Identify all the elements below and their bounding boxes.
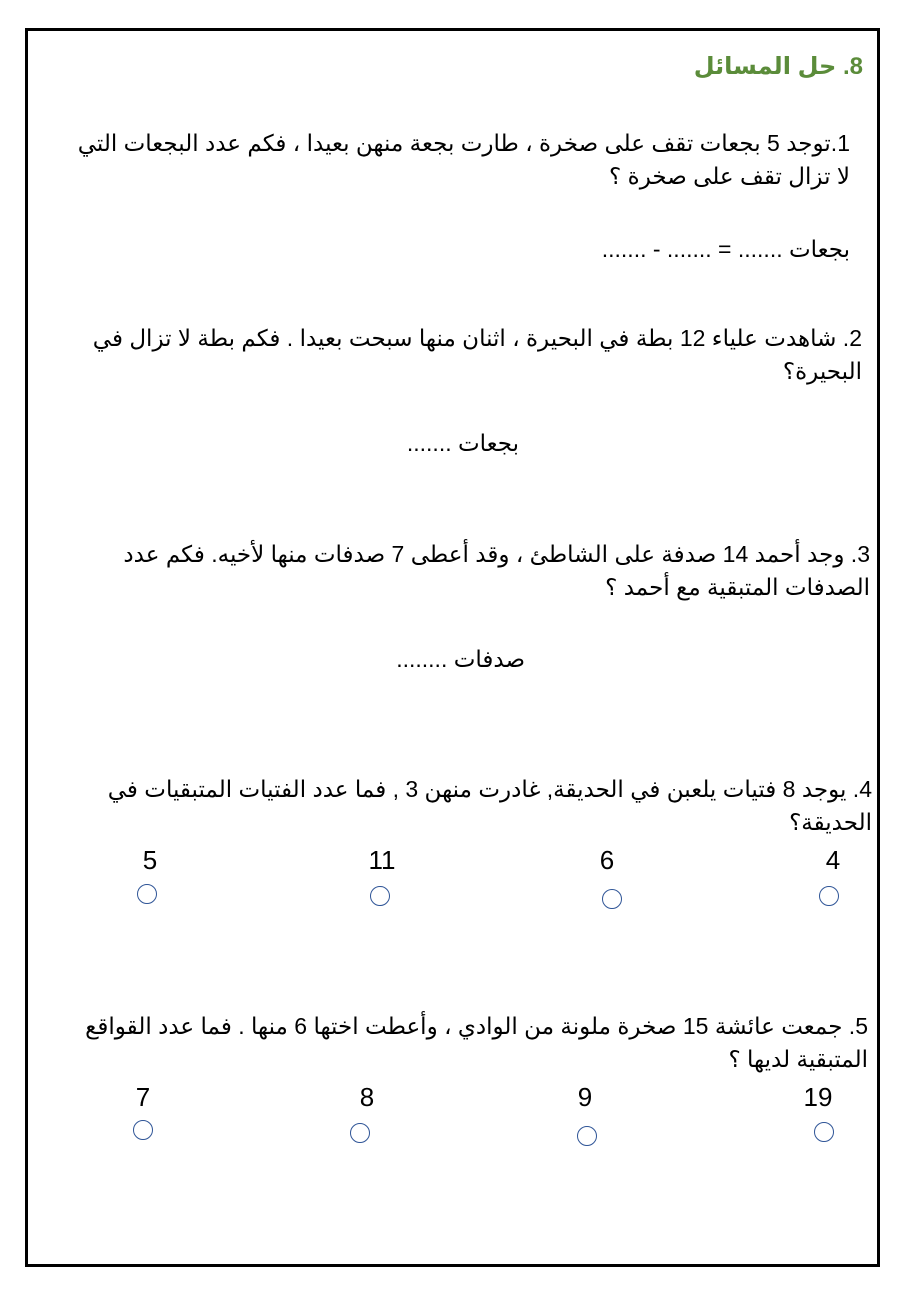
problem-1-answer: بجعات ....... = ....... - ....... [601, 236, 850, 262]
problem-5-option-label: 19 [803, 1082, 833, 1112]
problem-3-answer: صدفات ........ [396, 646, 525, 672]
problem-4-text: 4. يوجد 8 فتيات يلعبن في الحديقة, غادرت منهن 3 , فما عدد الفتيات المتبقيات في الحديقة؟ [107, 776, 872, 835]
problem-5-text: 5. جمعت عائشة 15 صخرة ملونة من الوادي ، وأعطت اختها 6 منها . فما عدد القواقع المتبقية لديها ؟ [85, 1013, 868, 1072]
problem-4-option-radio[interactable] [370, 886, 390, 906]
problem-5-option-radio[interactable] [814, 1122, 834, 1142]
problem-2-answer: بجعات ....... [406, 430, 519, 456]
problem-5-option-radio[interactable] [350, 1123, 370, 1143]
problem-2-text: 2. شاهدت علياء 12 بطة في البحيرة ، اثنان منها سبحت بعيدا . فكم بطة لا تزال في البحيرة؟ [92, 325, 862, 384]
problem-4-option-label: 6 [599, 845, 615, 875]
problem-5-option-label: 8 [359, 1082, 375, 1112]
problem-3-text: 3. وجد أحمد 14 صدفة على الشاطئ ، وقد أعطى 7 صدفات منها لأخيه. فكم عدد الصدفات المتبقية مع أحمد ؟ [123, 541, 870, 600]
section-title: 8. حل المسائل [693, 53, 863, 80]
problem-5-option-radio[interactable] [577, 1126, 597, 1146]
problem-4-option-label: 4 [825, 845, 841, 875]
problem-5-option-label: 7 [135, 1082, 151, 1112]
problem-5-option-label: 9 [577, 1082, 593, 1112]
problem-5-option-radio[interactable] [133, 1120, 153, 1140]
problem-1-text: 1.توجد 5 بجعات تقف على صخرة ، طارت بجعة منهن بعيدا ، فكم عدد البجعات التي لا تزال تقف على صخرة ؟ [77, 130, 850, 189]
problem-4-option-label: 11 [368, 845, 396, 875]
problem-4-option-radio[interactable] [819, 886, 839, 906]
problem-4-option-radio[interactable] [602, 889, 622, 909]
problem-4-option-radio[interactable] [137, 884, 157, 904]
problem-4-option-label: 5 [142, 845, 158, 875]
